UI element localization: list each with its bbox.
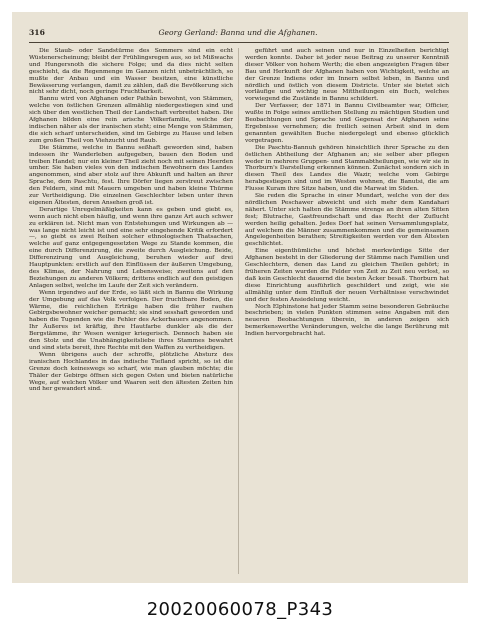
paragraph: Sie reden die Sprache in einer Mundart, welche von der des nördlichen Peschawer abweicht und sich mehr dem Kandahari nähert. Unter sich halten die Stämme strenge an ihren alten Sitten fest; Blutrache, Gastfreundschaft und das Recht der Zuflucht werden heilig gehalten. Jedes Dorf hat seinen Versammlungsplatz, auf welchem die Männer zusammenkommen und die gemeinsamen Angelegenheiten berathen; Streitigkeiten werden vor den Ältesten geschlichtet. [245, 192, 449, 248]
left-text-column [29, 48, 233, 576]
paragraph: Die Stämme, welche in Bannu seßhaft geworden sind, haben indessen ihr Wanderleben aufgegeben, bauen den Boden und treiben Handel; nur ein kleiner Theil zieht noch mit seinen Heerden umher. Sie haben vieles von den indischen Bewohnern des Landes angenommen, sind aber stolz auf ihre Abkunft und halten an ihrer Sprache, dem Paschtu, fest. Ihre Dörfer liegen zerstreut zwischen den Feldern, sind mit Mauern umgeben und haben kleine Thürme zur Vertheidigung. Die einzelnen Geschlechter leben unter ihren eigenen Ältesten, deren Ansehen groß ist. [29, 143, 233, 206]
page-number: 316 [29, 28, 45, 37]
paragraph: Der Verfasser, der 1871 in Bannu Civilbeamter war, Officier, wußte in Folge seines amtlichen Stellung zu mächtigen Studien und Beobachtungen und Sprache und Gegensat der Afghanen seine Ergebnisse vernehmen; die freilich seinen Arbeit sind in dem genannten gewählten Buche niedergelegt und ebenso glücklich vorgetragen. [245, 102, 449, 144]
paragraph: Die Staub- oder Sandstürme des Sommers sind ein echt Wüstenerscheinung; bleibt der Frühlingsregen aus, so ist Mißwachs und Hungersnoth die sichere Folge; und da dies nicht selten geschieht, da die Regenmenge im Ganzen nicht unbeträchtlich, so mußte der Anbau und ein Wasser besitzen, eine künstliche Bewässerung verlangen, damit zu zählen, daß die Bevölkerung sich nicht sehr dicht, noch geringe Fruchtbarkeit. [29, 48, 233, 96]
paragraph: Wenn übrigens auch der schroffe, plötzliche Absturz des iranischen Hochlandes in das indische Tiefland spricht, so ist die Grenze doch keineswegs so scharf, wie man glauben möchte; die Thäler der Gebirge öffnen sich gegen Osten und bieten natürliche Wege, auf welchen Völker und Waaren seit den ältesten Zeiten hin und her gewandert sind. [29, 350, 233, 393]
running-title: Georg Gerland: Banna und die Afghanen. [158, 28, 318, 37]
paragraph: Eine eigenthümliche und höchst merkwürdige Sitte der Afghanen besteht in der Gliederung der Stämme nach Familien und Geschlechtern, denen das Land zu gleichen Theilen gehört; in früheren Zeiten wurden die Felder von Zeit zu Zeit neu verlost, so daß kein Geschlecht dauernd die besten Äcker besaß. Thorburn hat diese Einrichtung ausführlich geschildert und zeigt, wie sie allmählig unter dem Einfluß der neuen Verhältnisse verschwindet und der festen Ansiedelung weicht. [245, 247, 449, 303]
paragraph: Noch Elphinstone hat jeder Stamm seine besonderen Gebräuche beschrieben; in vielen Punkten stimmen seine Angaben mit den neueren Beobachtungen überein, in anderen zeigen sich bemerkenswerthe Veränderungen, welche die lange Berührung mit Indien hervorgebracht hat. [245, 302, 449, 338]
paragraph: geführt und auch seinen und nur in Einzelheiten berichtigt werden konnte. Daher ist jeder neue Beitrag zu unserer Kenntniß dieser Völker von hohem Werth; die eben angezeigten Fragen über Bau und Herkunft der Afghanen haben von Wichtigkeit, welche an der Grenze Indiens oder im Innern selbst leben, in Bannu und nördlich und östlich von diesem Districte. Unter sie bietet sich vorläufige und wichtig neue Mittheilungen ein Buch, welches vorwiegend die Zustände in Bannu schildert. [245, 48, 449, 103]
paragraph: Bannu wird von Afghanen oder Pathân bewohnt, von Stämmen, welche von östlichen Grenzen allmählig niedergestiegen sind und sich über den westlichen Theil der Landschaft verbreitet haben. Die Afghanen bilden eine rein arische Völkerfamilie, welche der indischen näher als der iranischen steht; eine Menge von Stämmen, die sich scharf unterscheiden, sind im Gebirge zu Hause und leben zum großen Theil von Viehzucht und Raub. [29, 95, 233, 144]
header-rule [29, 42, 449, 43]
scanned-page [12, 12, 468, 583]
paragraph: Derartige Unregelmäßigkeiten kann es geben und giebt es, wenn auch nicht eben häufig, und wenn ihre ganze Art auch schwer zu erklären ist. Nicht man von Entstehungen und Wirkungen ab — was lange nicht leicht ist und eine sehr eingehende Kritik erfordert —, so giebt es zwei Reihen solcher ethnologischen Thatsachen, welche auf ganz entgegengesetzten Wege zu Stande kommen, die eine durch Differenzirung, die zweite durch Ausgleichung. Beide, Differenzirung und Ausgleichung, beruhen wieder auf drei Hauptpunkten: erstlich auf den Einflüssen der äußeren Umgebung, des Klimas, der Nahrung und Lebensweise; zweitens auf den Beziehungen zu anderen Völkern; drittens endlich auf den geistigen Anlagen selbst, welche im Laufe der Zeit sich verändern. [29, 205, 233, 289]
page-header [29, 28, 447, 40]
right-text-column [245, 48, 449, 576]
paragraph: Wenn irgendwo auf der Erde, so läßt sich in Bannu die Wirkung der Umgebung auf das Volk verfolgen. Der fruchtbare Boden, die Wärme, die reichlichen Erträge haben die früher rauhen Gebirgsbewohner weicher gemacht; sie sind sesshaft geworden und haben die Tugenden wie die Fehler des Ackerbauers angenommen. Ihr Äußeres ist kräftig, ihre Hautfarbe dunkler als die der Bergstämme, ihr Wesen weniger kriegerisch. Dennoch haben sie den Stolz und die Unabhängigkeitsliebe ihres Stammes bewahrt und sind stets bereit, ihre Rechte mit den Waffen zu vertheidigen. [29, 288, 233, 351]
image-id-caption: 20020060078_P343 [146, 599, 334, 620]
column-divider [238, 48, 239, 574]
paragraph: Die Paschtu-Bannuh gehören hinsichtlich ihrer Sprache zu den östlichen Abtheilung der Afghanen an; sie selber aber pflegen weder in mehrere Gruppen- und Stammabtheilungen, wie wir sie in Thorburn's Darstellung erkennen können. Zunächst sondern sich in diesen Theil des Landes die Wazir, welche vom Gebirge herabgestiegen sind und im Westen wohnen, die Banutsi, die am Flusse Kuram ihre Sitze haben, und die Marwat im Süden. [245, 143, 449, 193]
